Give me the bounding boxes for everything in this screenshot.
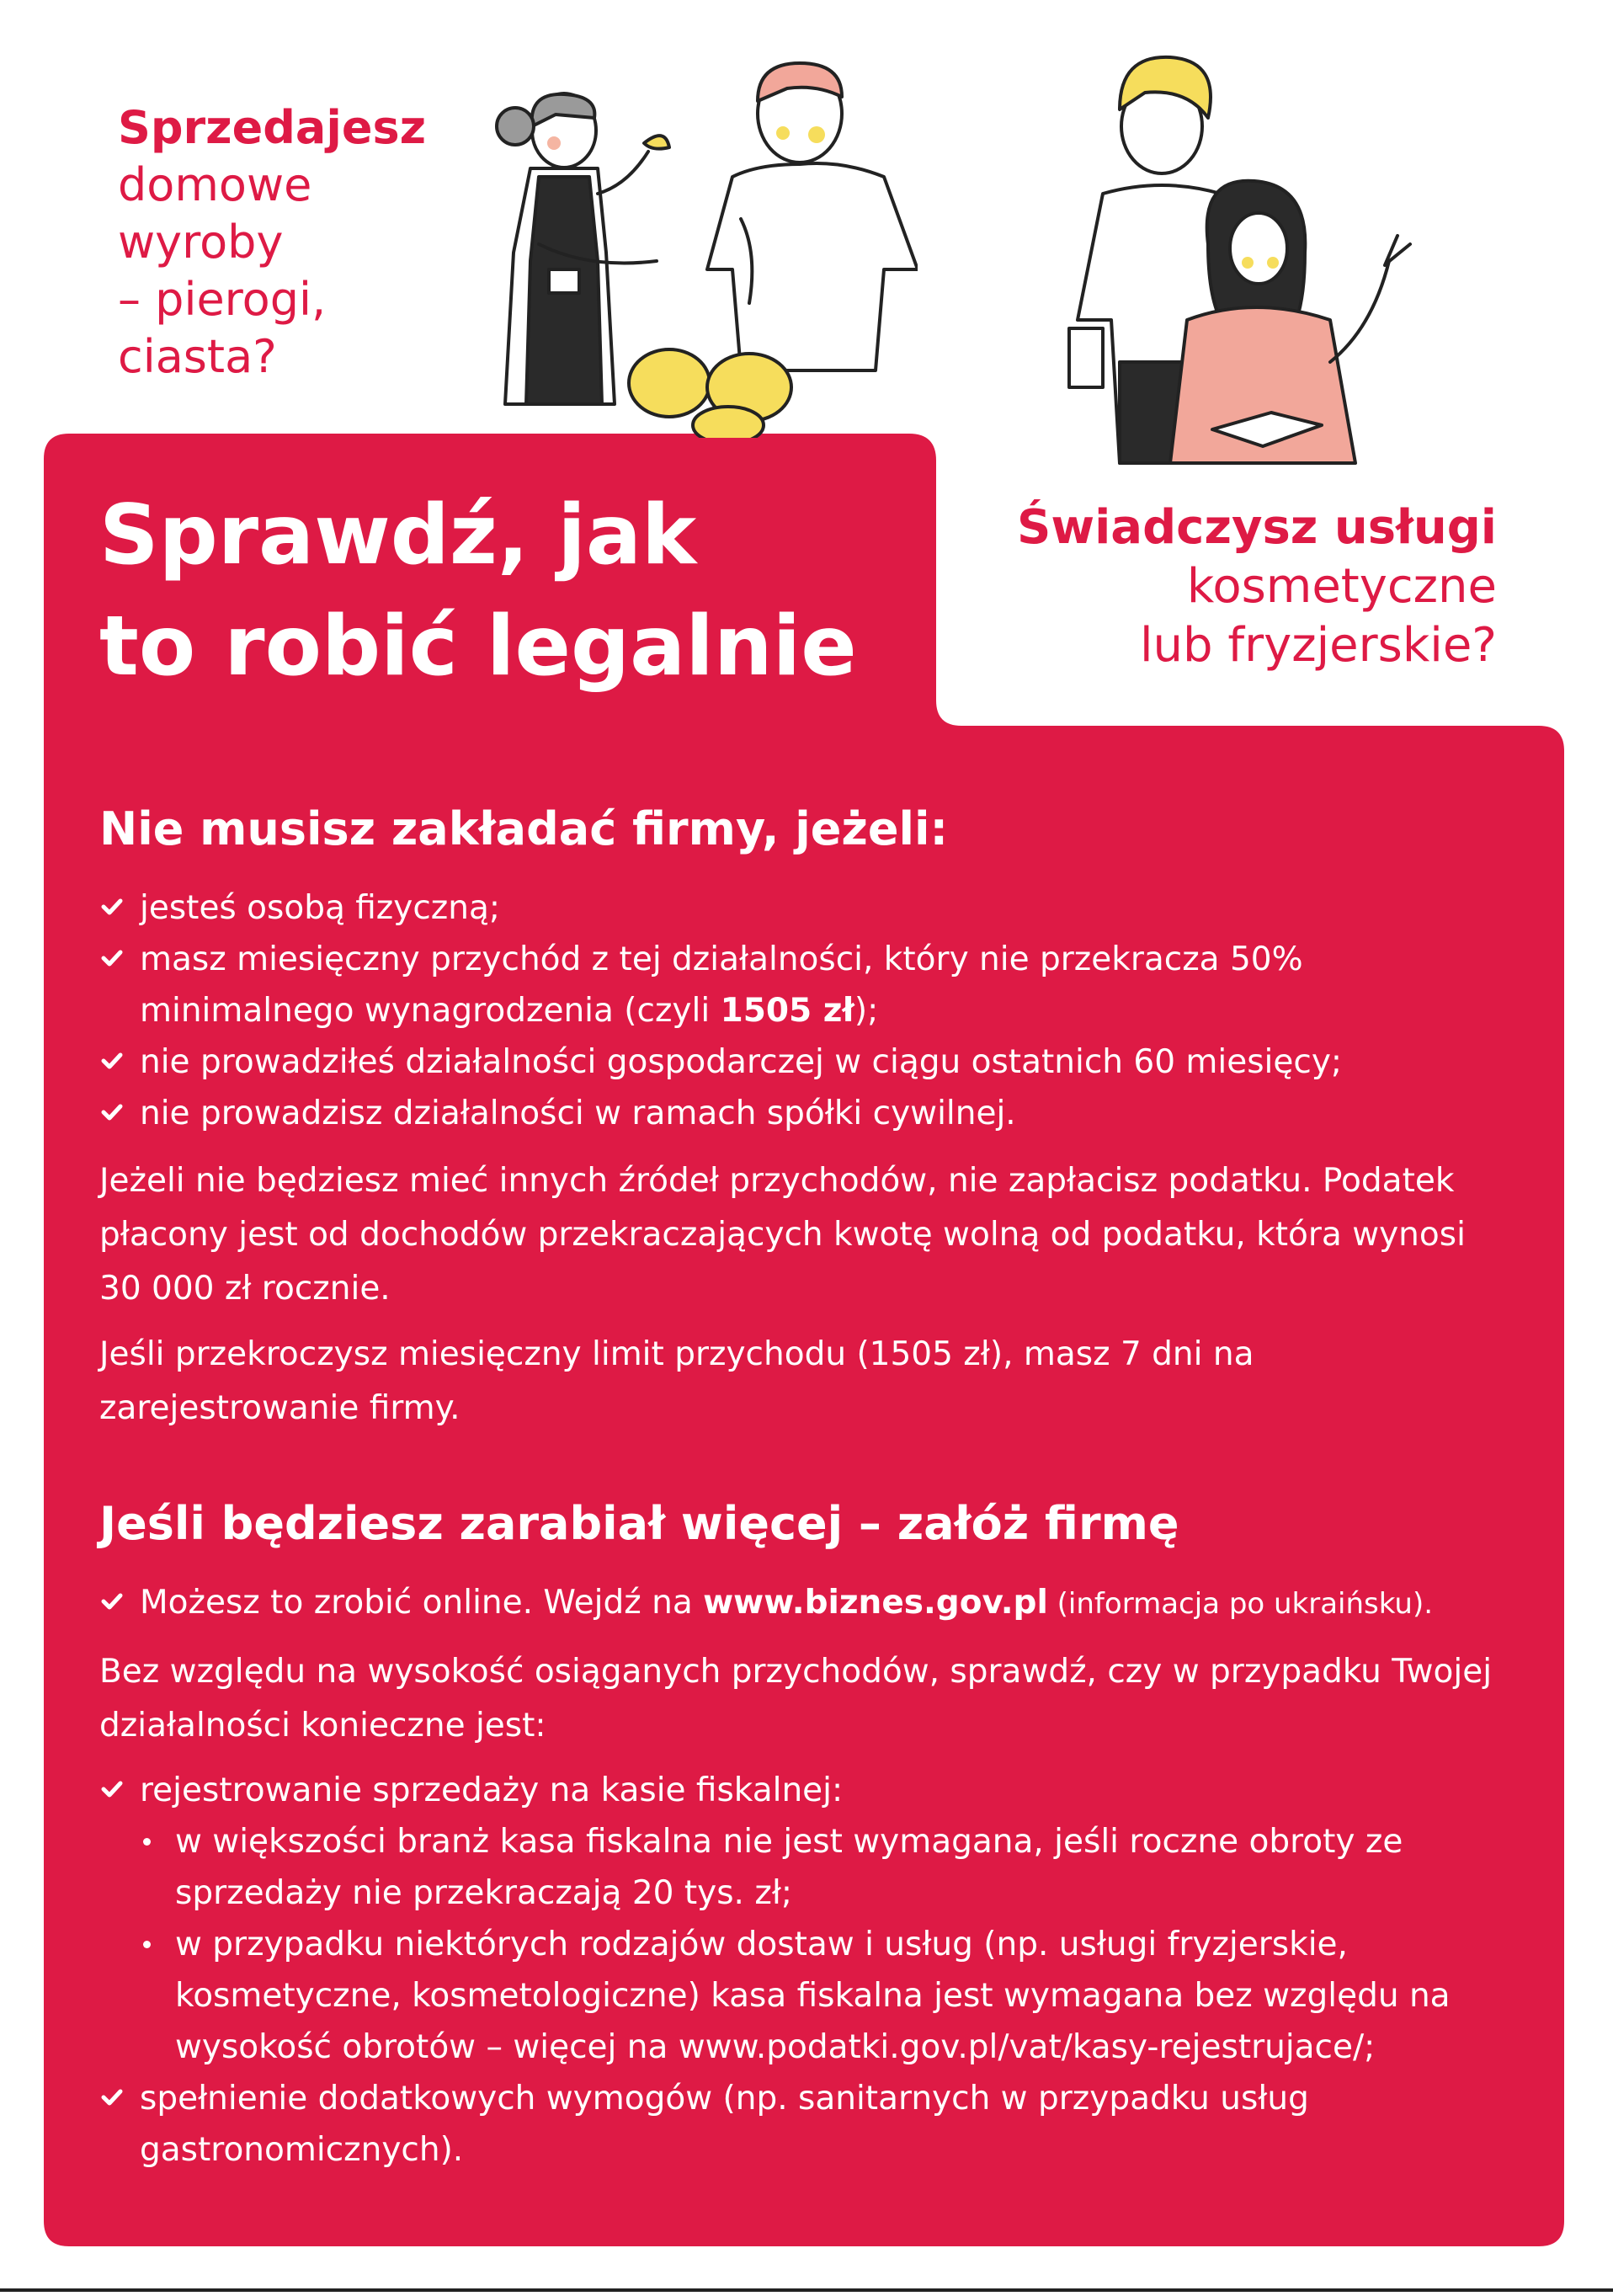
limit-paragraph: Jeśli przekroczysz miesięczny limit przychodu (1505 zł), masz 7 dni na zarejestrowanie firmy. [99, 1335, 1254, 1427]
panel-content [99, 800, 1514, 2176]
list-item-text: jesteś osobą fizyczną; [140, 889, 501, 927]
bottom-rule [0, 2288, 1613, 2292]
top-right-line: lub fryzjerskie? [1139, 618, 1497, 673]
list-item [99, 1577, 1514, 1630]
sub-list-text: w przypadku niektórych rodzajów dostaw i usług (np. usługi fryzjerskie, kosmetyczne, kosmetologiczne) kasa fiskalna jest wymagana bez względu na wysokość obrotów – więcej na www.podatki.gov.pl/vat/kasy-rejestrujace/; [175, 1926, 1451, 2066]
bullet-icon [143, 1941, 151, 1948]
requirements-paragraph: Bez względu na wysokość osiąganych przychodów, sprawdź, czy w przypadku Twojej działalności konieczne jest: [99, 1653, 1493, 1745]
hero-headline [99, 480, 908, 702]
check-icon [99, 1589, 125, 1614]
top-right-question [951, 498, 1497, 675]
check-icon [99, 2085, 125, 2110]
list-item [99, 934, 1514, 1036]
fiscal-sublist [140, 1816, 1514, 2073]
check-icon [99, 946, 125, 971]
tax-paragraph: Jeżeli nie będziesz mieć innych źródeł przychodów, nie zapłacisz podatku. Podatek płacony jest od dochodów przekraczających kwotę wolną od podatku, która wynosi 30 000 zł rocznie. [99, 1162, 1466, 1308]
list-item-text: rejestrowanie sprzedaży na kasie fiskalnej: [140, 1771, 844, 1809]
list-item [99, 1036, 1514, 1088]
section2-title: Jeśli będziesz zarabiał więcej – załóż firmę [99, 1497, 1179, 1550]
top-left-line: ciasta? [118, 330, 277, 383]
top-right-bold: Świadczysz usługi [1017, 500, 1497, 555]
list-item-text: Możesz to zrobić online. Wejdź na [140, 1584, 704, 1622]
list-item [99, 1765, 1514, 2073]
top-left-line: domowe [118, 158, 312, 211]
cook-and-customer-illustration [480, 51, 918, 438]
section1-title: Nie musisz zakładać firmy, jeżeli: [99, 802, 949, 855]
section2-online [99, 1577, 1514, 1630]
sub-list-item [140, 1816, 1514, 1919]
hero-line-2: to robić legalnie [99, 599, 857, 695]
hairdresser-illustration [1052, 42, 1423, 471]
list-item [99, 1088, 1514, 1139]
check-icon [99, 1777, 125, 1802]
list-item-note: (informacja po ukraińsku). [1047, 1587, 1434, 1621]
section1-checklist [99, 882, 1514, 1139]
bullet-icon [143, 1838, 151, 1846]
top-left-bold: Sprzedajesz [118, 101, 427, 154]
list-item-text: nie prowadzisz działalności w ramach spółki cywilnej. [140, 1095, 1016, 1132]
list-item-text: masz miesięczny przychód z tej działalności, który nie przekracza 50% minimalnego wynagrodzenia (czyli [140, 940, 1303, 1030]
check-icon [99, 1048, 125, 1073]
top-left-line: wyroby [118, 216, 284, 269]
list-item-text: spełnienie dodatkowych wymogów (np. sanitarnych w przypadku usług gastronomicznych). [140, 2080, 1309, 2169]
sub-list-text: w większości branż kasa fiskalna nie jest wymagana, jeśli roczne obroty ze sprzedaży nie przekraczają 20 tys. zł; [175, 1823, 1403, 1912]
biznes-link[interactable]: www.biznes.gov.pl [703, 1584, 1048, 1622]
amount-bold: 1505 zł [720, 992, 854, 1030]
check-icon [99, 894, 125, 919]
section2-checklist [99, 1765, 1514, 2176]
top-right-line: kosmetyczne [1186, 559, 1497, 614]
list-item [99, 882, 1514, 934]
sub-list-item [140, 1919, 1514, 2073]
hero-line-1: Sprawdź, jak [99, 487, 697, 583]
top-left-question [118, 99, 488, 386]
check-icon [99, 1100, 125, 1125]
top-left-line: – pierogi, [118, 273, 327, 326]
list-item-text: ); [854, 992, 879, 1030]
list-item [99, 2073, 1514, 2176]
list-item-text: nie prowadziłeś działalności gospodarczej w ciągu ostatnich 60 miesięcy; [140, 1043, 1343, 1081]
